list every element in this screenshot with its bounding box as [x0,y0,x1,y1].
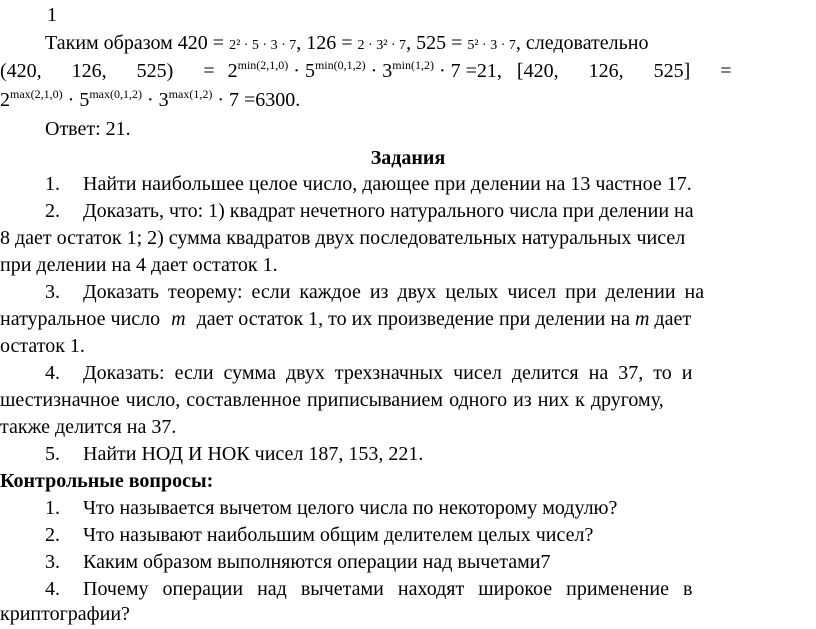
task-item-cont: шестизначное число, составленное приписыванием одного из них к другому, [0,389,664,411]
task-item-cont: также делится на 37. [0,416,177,438]
task-item: 2. Доказать, что: 1) квадрат нечетного натурального числа при делении на [45,200,694,222]
answer-line: Ответ: 21. [45,118,131,140]
task-item: 5. Найти НОД И НОК чисел 187, 153, 221. [45,443,424,465]
task-item-cont: при делении на 4 дает остаток 1. [0,254,278,276]
gcd-formula: $2^{min(2,1,0)} \cdot 5^{min(0,1,2)} \cdot 3^{min(1,2)} \cdot 7 =21$, [227,58,502,82]
lcm-lhs: [420, 126, 525] = [516,60,732,82]
intro-line-1: Таким образом 420 = 2² · 5 · 3 · 7, 126 = 2 · 3² · 7, 525 = 5² · 3 · 7, следовательно [45,32,649,54]
task-item: 1. Найти наибольшее целое число, дающее при делении на 13 частное 17. [45,173,692,195]
question-item: 3. Каким образом выполняются операции над вычетами7 [45,551,551,573]
factorization-420: 2² · 5 · 3 · 7 [229,38,297,53]
gcd-lhs: (420, 126, 525) = [0,60,215,82]
factorization-525: 5² · 3 · 7 [467,38,516,53]
question-item: 4. Почему операции над вычетами находят широкое применение в [45,578,693,600]
gcd-lcm-line [0,58,816,85]
task-item-cont: 8 дает остаток 1; 2) сумма квадратов двух последовательных натуральных чисел [0,227,686,249]
task-item: 4. Доказать: если сумма двух трехзначных чисел делится на 37, то и [45,362,693,384]
page-number: 1 [47,4,57,26]
factorization-126: 2 · 3² · 7 [357,38,407,53]
lcm-formula: $2^{max(2,1,0)} \cdot 5^{max(0,1,2)} \cdot 3^{max(1,2)} \cdot 7 =6300$. [0,87,301,111]
questions-heading: Контрольные вопросы: [0,470,214,492]
question-item: 2. Что называют наибольшим общим делителем целых чисел? [45,524,594,546]
tasks-heading: Задания [370,147,446,169]
task-item: 3. Доказать теорему: если каждое из двух целых чисел при делении на [45,281,705,303]
variable-m: m [634,308,650,330]
question-item-cont: криптографии? [0,603,130,625]
variable-m: m [171,308,186,330]
task-item-cont: натуральное число m дает остаток 1, то их произведение при делении на m дает [0,308,692,330]
task-item-cont: остаток 1. [0,335,85,357]
question-item: 1. Что называется вычетом целого числа по некоторому модулю? [45,497,618,519]
